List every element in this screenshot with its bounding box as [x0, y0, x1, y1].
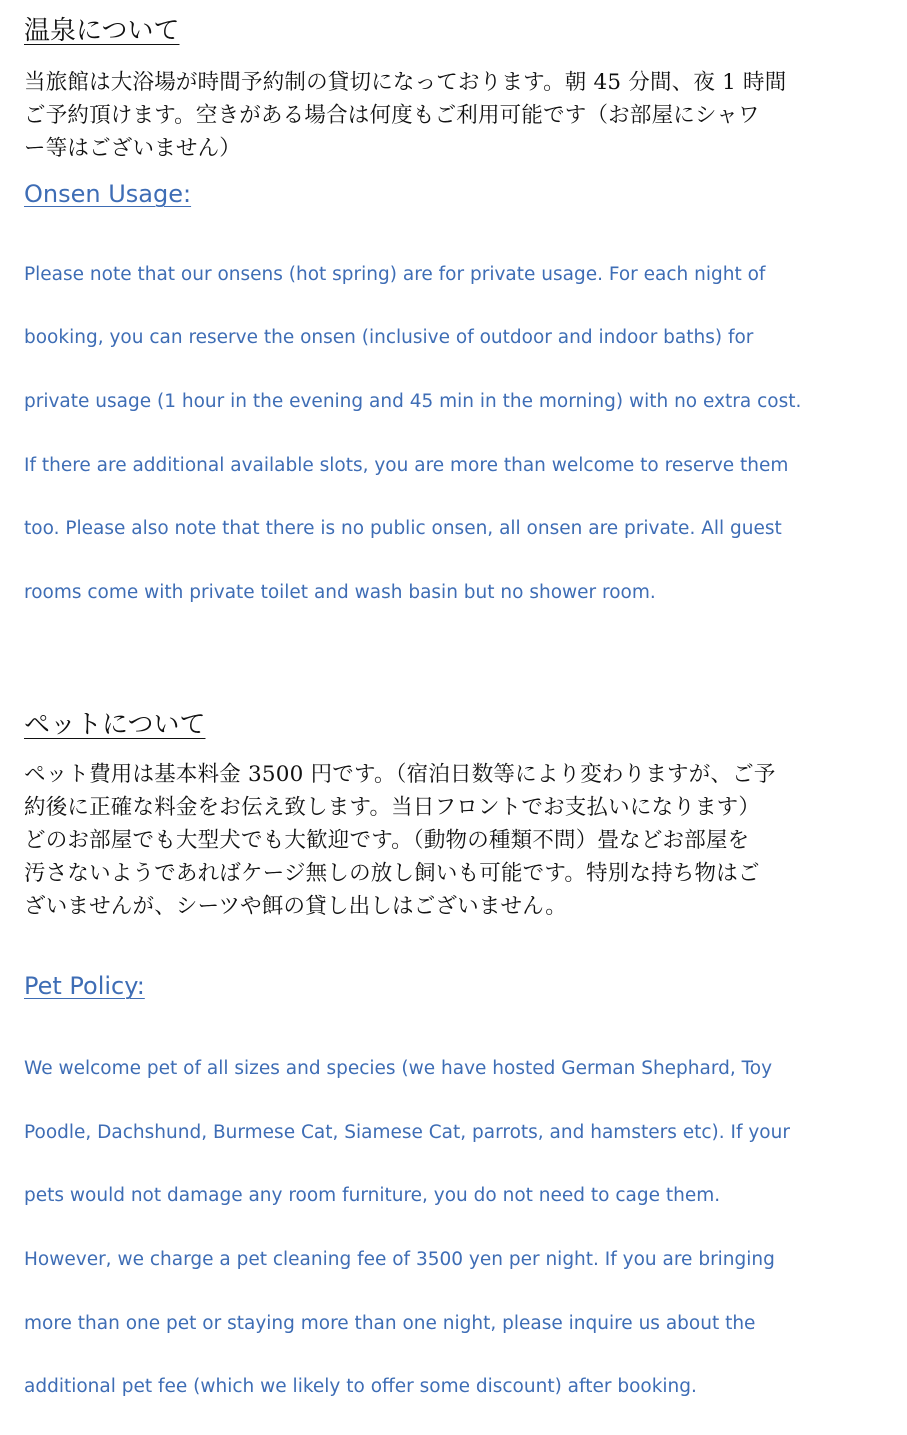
onsen-paragraph-english [24, 227, 884, 640]
pet-jp-line-3: どのお部屋でも大型犬でも大歓迎です。（動物の種類不問）畳などお部屋を [24, 828, 750, 854]
pet-section-english [24, 969, 884, 1434]
document-content [24, 12, 884, 1435]
onsen-section-japanese [24, 12, 884, 165]
pet-en-line-5: more than one pet or staying more than one night, please inquire us about the [24, 1312, 756, 1334]
pet-section-japanese [24, 706, 884, 923]
onsen-en-line-1: Please note that our onsens (hot spring) are for private usage. For each night of [24, 263, 766, 285]
onsen-paragraph-japanese [24, 66, 884, 165]
pet-paragraph-english [24, 1021, 884, 1434]
pet-paragraph-japanese [24, 758, 884, 923]
pet-en-line-3: pets would not damage any room furniture, you do not need to cage them. [24, 1185, 721, 1207]
onsen-heading-japanese: 温泉について [24, 16, 180, 46]
pet-jp-line-1: ペット費用は基本料金 3500 円です。（宿泊日数等により変わりますが、ご予 [24, 762, 776, 788]
onsen-en-line-3: private usage (1 hour in the evening and 45 min in the morning) with no extra cost. [24, 390, 802, 412]
onsen-en-line-5: too. Please also note that there is no public onsen, all onsen are private. All guest [24, 518, 782, 540]
onsen-jp-line-3: ー等はございません） [24, 136, 242, 161]
onsen-jp-line-2: ご予約頂けます。空きがある場合は何度もご利用可能です（お部屋にシャワ [24, 103, 760, 128]
pet-heading-english: Pet Policy: [24, 972, 145, 1001]
pet-jp-line-5: ざいませんが、シーツや餌の貸し出しはございません。 [24, 894, 567, 920]
pet-en-line-6: additional pet fee (which we likely to offer some discount) after booking. [24, 1376, 697, 1398]
pet-en-line-2: Poodle, Dachshund, Burmese Cat, Siamese Cat, parrots, and hamsters etc). If your [24, 1121, 790, 1143]
onsen-heading-english: Onsen Usage: [24, 180, 192, 208]
pet-heading-japanese: ペットについて [24, 710, 206, 741]
onsen-en-line-4: If there are additional available slots, you are more than welcome to reserve them [24, 454, 789, 476]
onsen-section-english [24, 177, 884, 640]
onsen-en-line-2: booking, you can reserve the onsen (inclusive of outdoor and indoor baths) for [24, 327, 754, 349]
pet-en-line-4: However, we charge a pet cleaning fee of 3500 yen per night. If you are bringing [24, 1248, 775, 1270]
pet-en-line-1: We welcome pet of all sizes and species (we have hosted German Shephard, Toy [24, 1058, 773, 1080]
pet-jp-line-4: 汚さないようであればケージ無しの放し飼いも可能です。特別な持ち物はご [24, 861, 760, 887]
pet-jp-line-2: 約後に正確な料金をお伝え致します。当日フロントでお支払いになります） [24, 795, 761, 821]
onsen-en-line-6: rooms come with private toilet and wash basin but no shower room. [24, 581, 656, 603]
onsen-jp-line-1: 当旅館は大浴場が時間予約制の貸切になっております。朝 45 分間、夜 1 時間 [24, 70, 787, 95]
